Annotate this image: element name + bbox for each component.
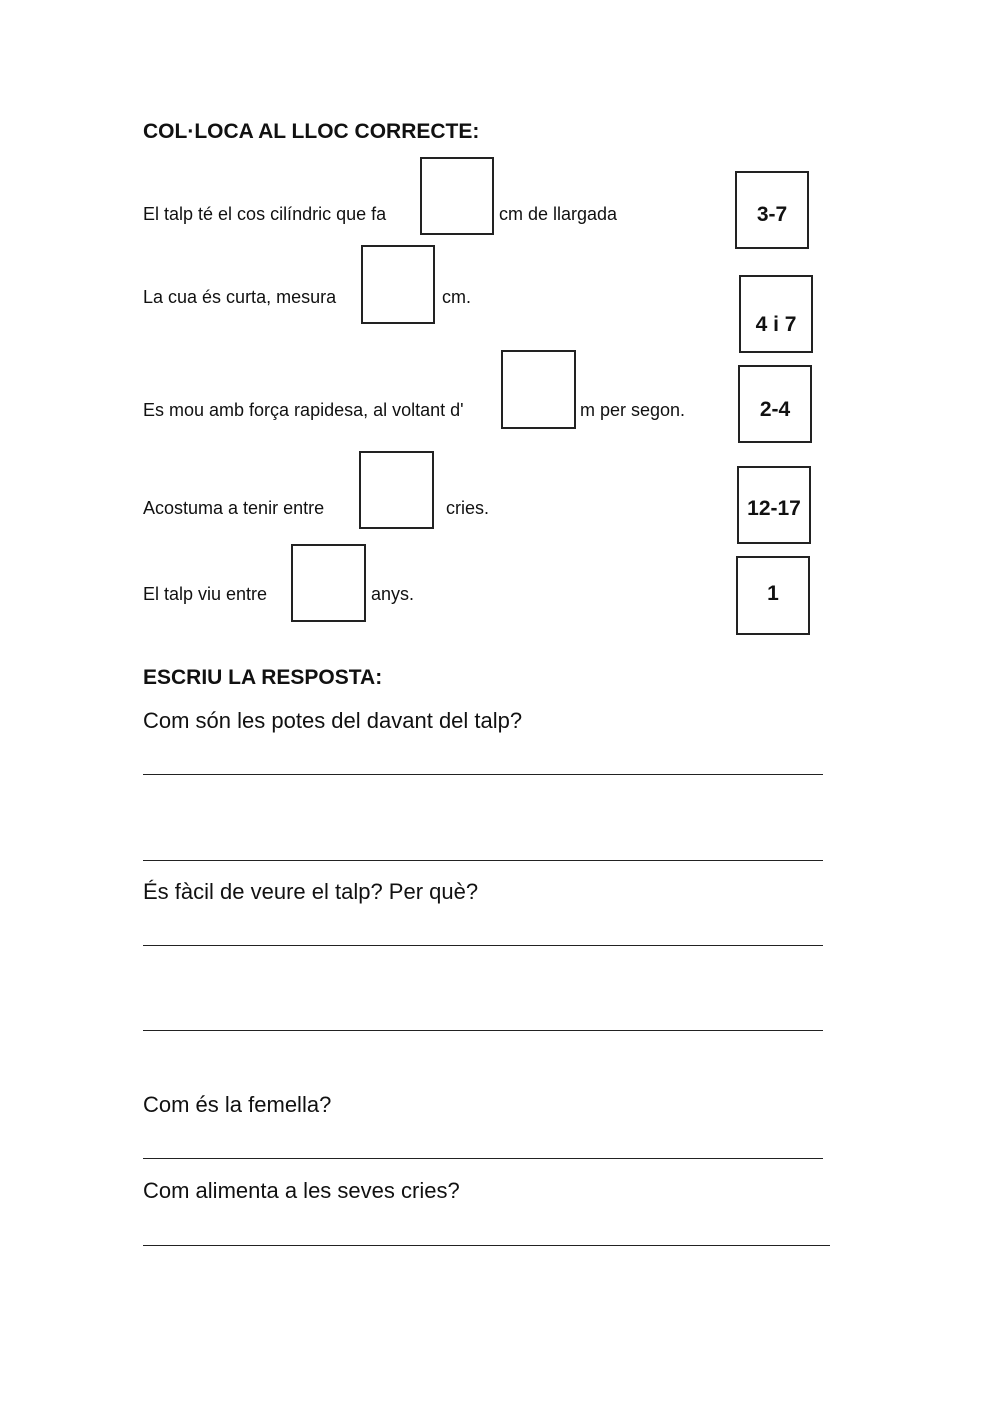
question-1: Com són les potes del davant del talp? bbox=[143, 708, 523, 733]
answer-tile-3-7[interactable] bbox=[735, 171, 809, 249]
section-heading-place: COL·LOCA AL LLOC CORRECTE: bbox=[143, 120, 480, 143]
answer-line-4[interactable] bbox=[143, 1245, 830, 1246]
statement-5-suffix: anys. bbox=[371, 584, 415, 604]
answer-tile-2-4[interactable] bbox=[738, 365, 812, 443]
drop-box-2[interactable] bbox=[361, 245, 435, 324]
answer-tile-label: 3-7 bbox=[756, 203, 788, 226]
answer-tile-1[interactable] bbox=[736, 556, 810, 635]
drop-box-3[interactable] bbox=[501, 350, 576, 429]
answer-line-2b[interactable] bbox=[143, 1030, 823, 1031]
question-3: Com és la femella? bbox=[143, 1092, 332, 1117]
answer-line-1b[interactable] bbox=[143, 860, 823, 861]
answer-tile-label: 2-4 bbox=[759, 398, 791, 421]
answer-tile-label: 4 i 7 bbox=[755, 313, 797, 336]
statement-4-text: Acostuma a tenir entre bbox=[143, 498, 325, 518]
answer-tile-label: 12-17 bbox=[747, 497, 801, 520]
answer-line-3[interactable] bbox=[143, 1158, 823, 1159]
answer-tile-12-17[interactable] bbox=[737, 466, 811, 544]
answer-line-2a[interactable] bbox=[143, 945, 823, 946]
drop-box-4[interactable] bbox=[359, 451, 434, 529]
statement-1-text: El talp té el cos cilíndric que fa bbox=[143, 204, 387, 224]
answer-line-1a[interactable] bbox=[143, 774, 823, 775]
statement-2-text: La cua és curta, mesura bbox=[143, 287, 337, 307]
statement-3-text: Es mou amb força rapidesa, al voltant d' bbox=[143, 400, 464, 420]
question-4: Com alimenta a les seves cries? bbox=[143, 1178, 460, 1203]
answer-tile-4-i-7[interactable] bbox=[739, 275, 813, 353]
statement-2-suffix: cm. bbox=[442, 287, 471, 307]
statement-1-suffix: cm de llargada bbox=[499, 204, 618, 224]
statement-3-suffix: m per segon. bbox=[580, 400, 686, 420]
statement-4-suffix: cries. bbox=[446, 498, 490, 518]
drop-box-1[interactable] bbox=[420, 157, 494, 235]
statement-5-text: El talp viu entre bbox=[143, 584, 268, 604]
question-2: És fàcil de veure el talp? Per què? bbox=[143, 879, 479, 904]
section-heading-write: ESCRIU LA RESPOSTA: bbox=[143, 666, 383, 689]
answer-tile-label: 1 bbox=[767, 582, 779, 605]
drop-box-5[interactable] bbox=[291, 544, 366, 622]
